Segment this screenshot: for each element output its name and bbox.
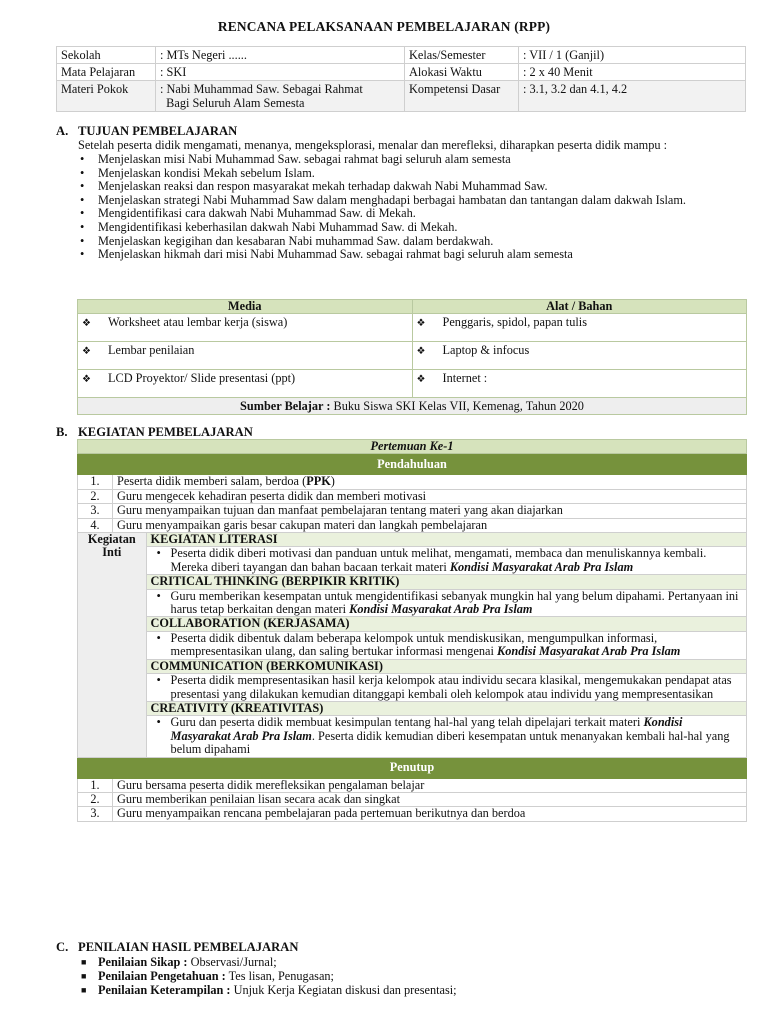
section-c-number: C. <box>56 940 69 954</box>
media-item <box>78 314 413 342</box>
section-a-title: TUJUAN PEMBELAJARAN <box>78 124 238 138</box>
pendahuluan-text <box>113 475 747 489</box>
kelas-value: : VII / 1 (Ganjil) <box>519 47 746 64</box>
section-a-heading <box>56 124 237 139</box>
penilaian-item <box>78 970 748 984</box>
alat-item <box>412 342 747 370</box>
objective-item <box>78 167 748 181</box>
pendahuluan-row <box>78 475 747 489</box>
kd-label: Kompetensi Dasar <box>405 81 519 112</box>
penutup-text: Guru bersama peserta didik merefleksikan pengalaman belajar <box>113 778 747 792</box>
media-row <box>78 342 747 370</box>
row-number: 2. <box>78 489 113 503</box>
objective-text: Mengidentifikasi cara dakwah Nabi Muhammad Saw. di Mekah. <box>98 206 416 221</box>
objective-item <box>78 194 748 208</box>
media-item-text: LCD Proyektor/ Slide presentasi (ppt) <box>108 371 296 385</box>
inti-body <box>146 631 746 659</box>
penilaian-label: Penilaian Keterampilan : <box>98 982 231 997</box>
diamond-bullet-icon: ❖ <box>82 346 91 357</box>
penilaian-value: Tes lisan, Penugasan; <box>225 968 334 983</box>
pendahuluan-text-main: Guru mengecek kehadiran peserta didik dan memberi motivasi <box>117 488 427 503</box>
inti-body <box>146 547 746 575</box>
pendahuluan-text-bold: PPK <box>306 474 331 489</box>
alat-item-text: Penggaris, spidol, papan tulis <box>442 315 587 329</box>
inti-materi-emphasis: Kondisi Masyarakat Arab Pra Islam <box>449 559 634 574</box>
section-c-title: PENILAIAN HASIL PEMBELAJARAN <box>78 940 299 954</box>
materi-value <box>156 81 405 112</box>
objective-item <box>78 153 748 167</box>
diamond-bullet-icon: ❖ <box>416 374 426 385</box>
alat-item <box>412 370 747 398</box>
kegiatan-table <box>77 439 747 822</box>
objective-text: Menjelaskan kegigihan dan kesabaran Nabi muhammad Saw. dalam berdakwah. <box>98 233 494 248</box>
objective-item <box>78 180 748 194</box>
alat-item-text: Internet : <box>442 371 488 385</box>
square-bullet-icon: ■ <box>81 957 87 967</box>
penilaian-list <box>78 956 748 997</box>
penilaian-item <box>78 956 748 970</box>
pendahuluan-text <box>113 489 747 503</box>
alat-header: Alat / Bahan <box>412 300 747 314</box>
kelas-label: Kelas/Semester <box>405 47 519 64</box>
objective-text: Menjelaskan hikmah dari misi Nabi Muhammad Saw. sebagai rahmat bagi seluruh alam semesta <box>98 247 573 262</box>
row-number: 3. <box>78 504 113 518</box>
inti-text-after: . Peserta didik kemudian diberi kesempatan untuk menanyakan kembali hal-hal yang belum dipahami <box>170 728 730 757</box>
inti-body <box>146 589 746 617</box>
mapel-value: : SKI <box>156 64 405 81</box>
diamond-bullet-icon: ❖ <box>416 318 426 329</box>
bullet-icon: • <box>156 673 161 688</box>
inti-label-line2: Inti <box>102 545 122 560</box>
media-item <box>78 370 413 398</box>
media-row <box>78 370 747 398</box>
penilaian-value: Unjuk Kerja Kegiatan diskusi dan presentasi; <box>230 982 457 997</box>
objective-item <box>78 248 748 262</box>
inti-heading: CRITICAL THINKING (BERPIKIR KRITIK) <box>146 575 746 589</box>
alat-item <box>412 314 747 342</box>
penilaian-label: Penilaian Pengetahuan : <box>98 968 226 983</box>
bullet-icon: • <box>80 192 85 207</box>
objective-text: Menjelaskan strategi Nabi Muhammad Saw dalam menghadapi berbagai hambatan dan tantangan dalam dakwah Islam. <box>98 192 687 207</box>
materi-value-line1: : Nabi Muhammad Saw. Sebagai Rahmat <box>160 82 363 96</box>
pendahuluan-text-after: ) <box>330 474 335 489</box>
media-item-text: Worksheet atau lembar kerja (siswa) <box>108 315 288 329</box>
inti-text: Guru memberikan kesempatan untuk mengidentifikasi sebanyak mungkin hal yang belum dipahami. Pertanyaan ini harus tetap berkaitan dengan materi <box>170 588 739 617</box>
inti-heading: KEGIATAN LITERASI <box>146 533 746 547</box>
inti-materi-emphasis: Kondisi Masyarakat Arab Pra Islam <box>349 602 533 617</box>
media-item-text: Lembar penilaian <box>108 343 195 357</box>
row-number: 2. <box>78 792 113 806</box>
pendahuluan-text <box>113 518 747 532</box>
bullet-icon: • <box>156 715 161 730</box>
inti-body <box>146 674 746 702</box>
inti-heading: CREATIVITY (KREATIVITAS) <box>146 701 746 715</box>
objectives-list <box>78 153 748 262</box>
inti-heading-row <box>78 533 747 547</box>
bullet-icon: • <box>80 206 85 221</box>
inti-heading-row <box>78 617 747 631</box>
inti-materi-emphasis: Kondisi Masyarakat Arab Pra Islam <box>497 644 681 659</box>
row-number: 3. <box>78 807 113 821</box>
objective-item <box>78 221 748 235</box>
objective-text: Menjelaskan reaksi dan respon masyarakat mekah terhadap dakwah Nabi Muhammad Saw. <box>98 179 548 194</box>
objective-text: Mengidentifikasi keberhasilan dakwah Nabi Muhammad Saw. di Mekah. <box>98 219 458 234</box>
sumber-belajar <box>78 398 747 415</box>
alat-item-text: Laptop & infocus <box>442 343 530 357</box>
pendahuluan-row <box>78 504 747 518</box>
inti-text: Peserta didik mempresentasikan hasil kerja kelompok atau individu secara klasikal, mengemukakan pendapat atas presentasi yang dilakukan kemudian ditanggapi kembali oleh kelompok atau individu yang mempresentasikan <box>170 673 732 701</box>
penilaian-label: Penilaian Sikap : <box>98 955 188 969</box>
penutup-text: Guru memberikan penilaian lisan secara acak dan singkat <box>113 792 747 806</box>
diamond-bullet-icon: ❖ <box>416 346 426 357</box>
penilaian-value: Observasi/Jurnal; <box>187 955 277 969</box>
sekolah-value: : MTs Negeri ...... <box>156 47 405 64</box>
section-b-title: KEGIATAN PEMBELAJARAN <box>78 425 253 439</box>
inti-heading: COLLABORATION (KERJASAMA) <box>146 617 746 631</box>
bullet-icon: • <box>80 219 85 234</box>
inti-body-row <box>78 716 747 757</box>
penutup-row <box>78 807 747 821</box>
materi-value-line2: Bagi Seluruh Alam Semesta <box>166 96 305 110</box>
diamond-bullet-icon: ❖ <box>82 318 91 329</box>
objectives-intro: Setelah peserta didik mengamati, menanya, mengeksplorasi, menalar dan merefleksi, diharapkan peserta didik mampu : <box>78 138 668 152</box>
pendahuluan-text-main: Guru menyampaikan tujuan dan manfaat pembelajaran tentang materi yang akan diajarkan <box>117 503 563 518</box>
bullet-icon: • <box>156 630 161 645</box>
square-bullet-icon: ■ <box>81 984 87 995</box>
mapel-label: Mata Pelajaran <box>57 64 156 81</box>
penutup-row <box>78 778 747 792</box>
penutup-band: Penutup <box>78 757 747 778</box>
penilaian-item <box>78 984 748 998</box>
inti-text: Peserta didik dibentuk dalam beberapa kelompok untuk mendiskusikan, mengumpulkan informasi, mempresentasikan ulang, dan saling bertukar informasi mengenai <box>170 630 658 659</box>
pendahuluan-text-main: Peserta didik memberi salam, berdoa ( <box>117 474 307 489</box>
penutup-row <box>78 792 747 806</box>
document-title: RENCANA PELAKSANAAN PEMBELAJARAN (RPP) <box>217 19 551 34</box>
pendahuluan-band: Pendahuluan <box>78 454 747 475</box>
inti-body-row <box>78 589 747 617</box>
bullet-icon: • <box>156 588 161 603</box>
inti-body-row <box>78 631 747 659</box>
objective-item <box>78 235 748 249</box>
row-number: 1. <box>78 778 113 792</box>
media-table <box>77 299 747 415</box>
inti-heading-row <box>78 659 747 673</box>
bullet-icon: • <box>80 165 85 180</box>
alokasi-label: Alokasi Waktu <box>405 64 519 81</box>
media-header: Media <box>78 300 413 314</box>
inti-label-line1: Kegiatan <box>87 532 136 547</box>
inti-heading-row <box>78 575 747 589</box>
objective-text: Menjelaskan kondisi Mekah sebelum Islam. <box>98 165 315 180</box>
alokasi-value: : 2 x 40 Menit <box>519 64 746 81</box>
inti-body <box>146 716 746 757</box>
inti-body-row <box>78 547 747 575</box>
inti-text: Guru dan peserta didik membuat kesimpulan tentang hal-hal yang telah dipelajari terkait materi <box>170 715 644 730</box>
media-row <box>78 314 747 342</box>
bullet-icon: • <box>80 179 85 194</box>
section-a-number: A. <box>56 124 69 138</box>
sumber-label: Sumber Belajar : <box>240 399 331 413</box>
inti-heading-row <box>78 701 747 715</box>
diamond-bullet-icon: ❖ <box>82 374 91 385</box>
pendahuluan-text <box>113 504 747 518</box>
row-number: 1. <box>78 475 113 489</box>
inti-materi-emphasis: Kondisi Masyarakat Arab Pra Islam <box>170 715 683 743</box>
row-number: 4. <box>78 518 113 532</box>
bullet-icon: • <box>80 233 85 248</box>
bullet-icon: • <box>156 546 161 561</box>
kegiatan-inti-label <box>78 533 147 758</box>
materi-label: Materi Pokok <box>57 81 156 112</box>
inti-text: Peserta didik diberi motivasi dan panduan untuk melihat, mengamati, membaca dan menuliskannya kembali. Mereka diberi tayangan dan bahan bacaan terkait materi <box>170 546 707 574</box>
identity-table <box>56 46 746 112</box>
kd-value: : 3.1, 3.2 dan 4.1, 4.2 <box>519 81 746 112</box>
inti-heading: COMMUNICATION (BERKOMUNIKASI) <box>146 659 746 673</box>
pendahuluan-text-main: Guru menyampaikan garis besar cakupan materi dan langkah pembelajaran <box>117 517 488 532</box>
objective-item <box>78 207 748 221</box>
pendahuluan-row <box>78 518 747 532</box>
pertemuan-label: Pertemuan Ke-1 <box>78 440 747 454</box>
section-c-heading <box>56 940 298 955</box>
sumber-value: Buku Siswa SKI Kelas VII, Kemenag, Tahun 2020 <box>330 399 584 413</box>
bullet-icon: • <box>80 247 85 262</box>
bullet-icon: • <box>80 152 85 166</box>
section-b-number: B. <box>56 425 68 439</box>
objective-text: Menjelaskan misi Nabi Muhammad Saw. sebagai rahmat bagi seluruh alam semesta <box>98 152 511 166</box>
square-bullet-icon: ■ <box>81 970 87 981</box>
sekolah-label: Sekolah <box>57 47 156 64</box>
section-b-heading <box>56 425 253 440</box>
inti-body-row <box>78 674 747 702</box>
penutup-text: Guru menyampaikan rencana pembelajaran pada pertemuan berikutnya dan berdoa <box>113 807 747 821</box>
pendahuluan-row <box>78 489 747 503</box>
media-item <box>78 342 413 370</box>
